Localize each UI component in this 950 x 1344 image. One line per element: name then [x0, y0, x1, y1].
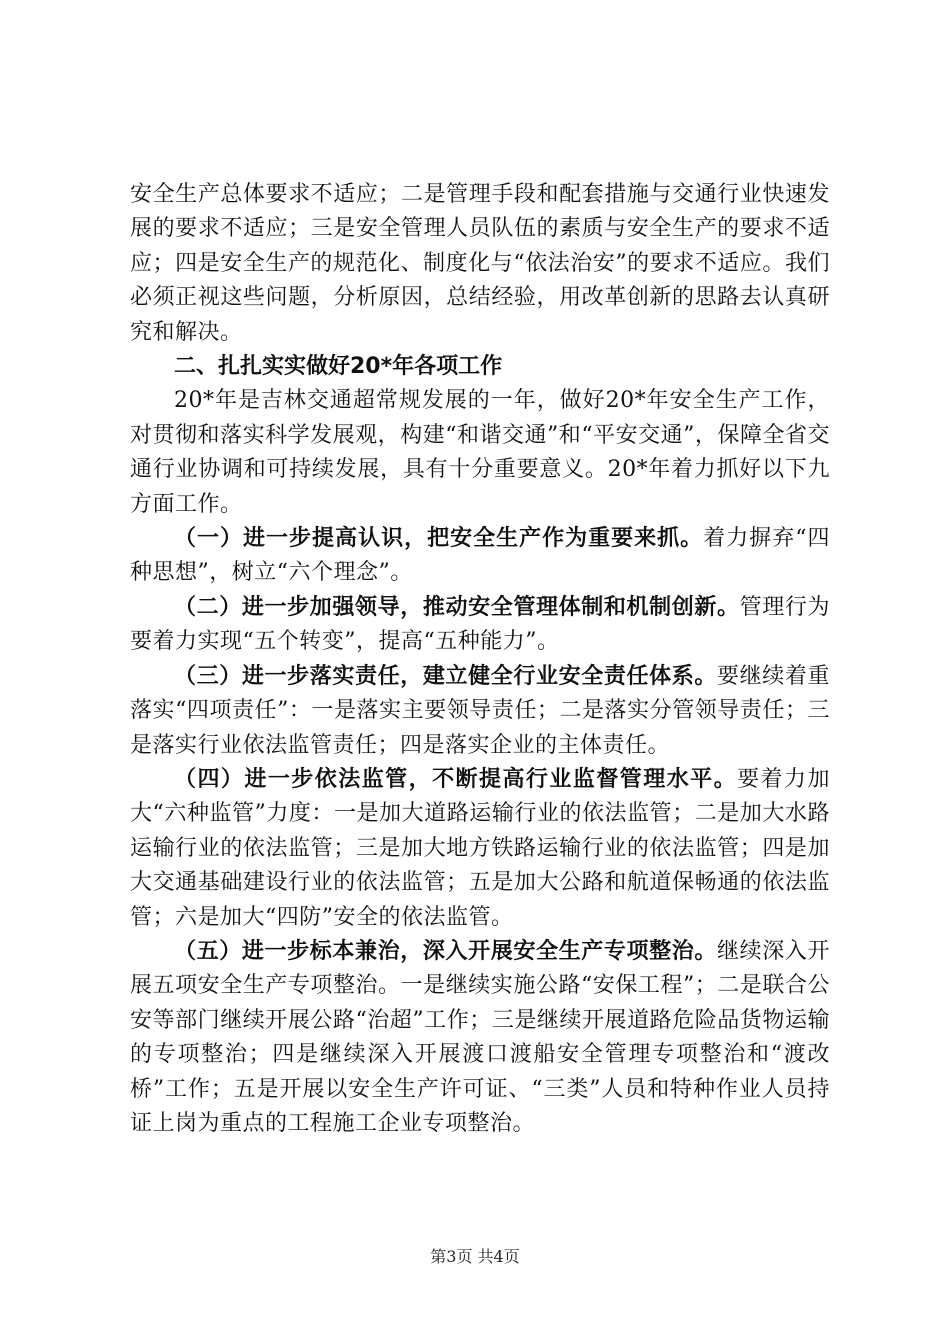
item-lead-5: （五）进一步标本兼治，深入开展安全生产专项整治。	[174, 938, 717, 964]
section-heading: 二、扎扎实实做好20*年各项工作	[174, 354, 503, 380]
item-lead-3: （三）进一步落实责任，建立健全行业安全责任体系。	[174, 663, 717, 689]
page-footer: 第3页 共4页	[430, 1247, 520, 1266]
item-paragraph-4	[130, 763, 830, 935]
item-body-5: 继续深入开展五项安全生产专项整治。一是继续实施公路“安保工程”；二是联合公安等部门继续开展公路“治超”工作；三是继续开展道路危险品货物运输的专项整治；四是继续深入开展渡口渡船安全管理专项整治和“渡改桥”工作；五是开展以安全生产许可证、“三类”人员和特种作业人员持证上岗为重点的工程施工企业专项整治。	[130, 938, 830, 1136]
item-paragraph-3	[130, 660, 830, 763]
item-paragraph-2	[130, 591, 830, 660]
paragraph-intro: 20*年是吉林交通超常规发展的一年，做好20*年安全生产工作，对贯彻和落实科学发展观，构建“和谐交通”和“平安交通”，保障全省交通行业协调和可持续发展，具有十分重要意义。20*年着力抓好以下九方面工作。	[130, 388, 830, 517]
item-lead-4: （四）进一步依法监管，不断提高行业监督管理水平。	[174, 766, 738, 792]
item-body-1: 着力摒弃“四种思想”，树立“六个理念”。	[130, 526, 830, 586]
item-lead-2: （二）进一步加强领导，推动安全管理体制和机制创新。	[174, 594, 740, 620]
item-lead-1: （一）进一步提高认识，把安全生产作为重要来抓。	[174, 526, 704, 552]
item-body-4: 要着力加大“六种监管”力度：一是加大道路运输行业的依法监管；二是加大水路运输行业的依法监管；三是加大地方铁路运输行业的依法监管；四是加大交通基础建设行业的依法监管；五是加大公路和航道保畅通的依法监管；六是加大“四防”安全的依法监管。	[130, 766, 830, 930]
item-paragraph-5	[130, 935, 830, 1141]
item-body-2: 管理行为要着力实现“五个转变”，提高“五种能力”。	[130, 594, 830, 655]
item-body-3: 要继续着重落实“四项责任”：一是落实主要领导责任；二是落实分管领导责任；三是落实行业依法监管责任；四是落实企业的主体责任。	[130, 663, 830, 758]
paragraph-problems: 安全生产总体要求不适应；二是管理手段和配套措施与交通行业快速发展的要求不适应；三是安全管理人员队伍的素质与安全生产的要求不适应；四是安全生产的规范化、制度化与“依法治安”的要求不适应。我们必须正视这些问题，分析原因，总结经验，用改革创新的思路去认真研究和解决。	[130, 182, 830, 345]
document-body	[130, 178, 830, 1141]
item-paragraph-1	[130, 522, 830, 591]
